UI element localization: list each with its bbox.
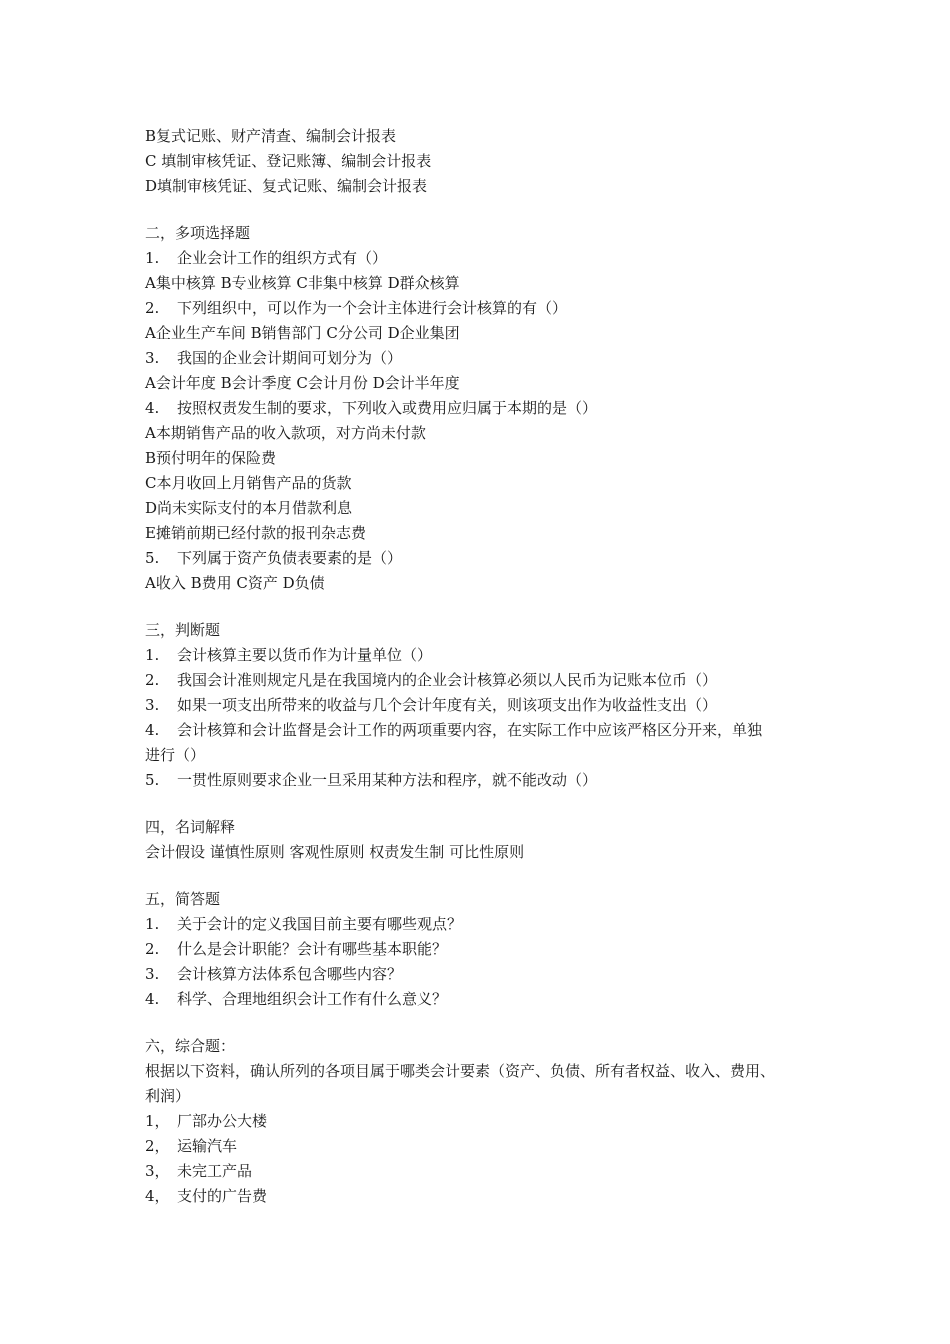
intro-line: 利润） [145, 1087, 191, 1105]
question-number: 3. [145, 349, 160, 367]
question-text: 企业会计工作的组织方式有（） [177, 249, 388, 267]
terms-line: 会计假设 谨慎性原则 客观性原则 权责发生制 可比性原则 [145, 843, 525, 861]
question-line [145, 546, 825, 571]
question-number: 4. [145, 721, 160, 739]
item-text: 未完工产品 [177, 1162, 253, 1180]
question-number: 4. [145, 399, 160, 417]
spacer [145, 793, 825, 815]
item-number: 2， [145, 1137, 170, 1155]
question-number: 5. [145, 549, 160, 567]
comprehensive-list [145, 1109, 825, 1209]
question-line [145, 693, 825, 718]
question-text: 关于会计的定义我国目前主要有哪些观点？ [177, 915, 463, 933]
question-text: 进行（） [145, 746, 206, 764]
option-line [145, 421, 825, 446]
list-item [145, 1184, 825, 1209]
question-number: 1. [145, 249, 160, 267]
option-line [145, 371, 825, 396]
question-text: 会计核算方法体系包含哪些内容？ [177, 965, 403, 983]
option-line [145, 571, 825, 596]
section-title-short-answer: 五，简答题 [145, 890, 221, 908]
multiple-choice-list [145, 246, 825, 596]
option-text: A企业生产车间 B销售部门 C分公司 D企业集团 [145, 324, 460, 342]
option-line [145, 271, 825, 296]
question-number: 3. [145, 696, 160, 714]
question-text: 下列组织中，可以作为一个会计主体进行会计核算的有（） [177, 299, 568, 317]
short-answer-list [145, 912, 825, 1012]
question-line [145, 246, 825, 271]
question-line [145, 987, 825, 1012]
question-text: 什么是会计职能？会计有哪些基本职能？ [177, 940, 448, 958]
question-text: 科学、合理地组织会计工作有什么意义？ [177, 990, 448, 1008]
question-number: 3. [145, 965, 160, 983]
question-line [145, 962, 825, 987]
question-line [145, 396, 825, 421]
question-continuation [145, 743, 825, 768]
question-text: 按照权责发生制的要求，下列收入或费用应归属于本期的是（） [177, 399, 598, 417]
question-number: 4. [145, 990, 160, 1008]
question-line [145, 912, 825, 937]
option-line [145, 496, 825, 521]
spacer [145, 1012, 825, 1034]
question-line [145, 718, 825, 743]
document-body [145, 124, 825, 1209]
option-line [145, 446, 825, 471]
section-title-comprehensive: 六，综合题： [145, 1037, 236, 1055]
question-text: 下列属于资产负债表要素的是（） [177, 549, 403, 567]
question-line [145, 296, 825, 321]
question-line [145, 937, 825, 962]
item-text: 支付的广告费 [177, 1187, 268, 1205]
spacer [145, 596, 825, 618]
question-text: 一贯性原则要求企业一旦采用某种方法和程序，就不能改动（） [177, 771, 598, 789]
question-line [145, 643, 825, 668]
question-number: 1. [145, 915, 160, 933]
option-line [145, 321, 825, 346]
list-item [145, 1134, 825, 1159]
option-text: E摊销前期已经付款的报刊杂志费 [145, 524, 366, 542]
question-text: 会计核算和会计监督是会计工作的两项重要内容，在实际工作中应该严格区分开来，单独 [177, 721, 763, 739]
item-number: 3， [145, 1162, 170, 1180]
item-number: 1， [145, 1112, 170, 1130]
list-item [145, 1109, 825, 1134]
true-false-list [145, 643, 825, 793]
option-line [145, 471, 825, 496]
item-number: 4， [145, 1187, 170, 1205]
section-title-terms: 四，名词解释 [145, 818, 236, 836]
option-text: B预付明年的保险费 [145, 449, 277, 467]
option-line [145, 521, 825, 546]
question-number: 2. [145, 671, 160, 689]
question-line [145, 346, 825, 371]
section-title-multiple-choice: 二，多项选择题 [145, 224, 251, 242]
option-text: A会计年度 B会计季度 C会计月份 D会计半年度 [145, 374, 460, 392]
question-number: 2. [145, 299, 160, 317]
spacer [145, 199, 825, 221]
item-text: 运输汽车 [177, 1137, 238, 1155]
list-item [145, 1159, 825, 1184]
question-number: 5. [145, 771, 160, 789]
question-number: 1. [145, 646, 160, 664]
question-line [145, 768, 825, 793]
question-number: 2. [145, 940, 160, 958]
section-title-true-false: 三，判断题 [145, 621, 221, 639]
option-text: C本月收回上月销售产品的货款 [145, 474, 352, 492]
option-text: A本期销售产品的收入款项，对方尚未付款 [145, 424, 426, 442]
option-line: D填制审核凭证、复式记账、编制会计报表 [145, 177, 428, 195]
question-text: 会计核算主要以货币作为计量单位（） [177, 646, 433, 664]
question-text: 我国的企业会计期间可划分为（） [177, 349, 403, 367]
option-text: A收入 B费用 C资产 D负债 [145, 574, 325, 592]
option-text: A集中核算 B专业核算 C非集中核算 D群众核算 [145, 274, 460, 292]
option-text: D尚未实际支付的本月借款利息 [145, 499, 353, 517]
option-line: C 填制审核凭证、登记账簿、编制会计报表 [145, 152, 432, 170]
intro-line: 根据以下资料，确认所列的各项目属于哪类会计要素（资产、负债、所有者权益、收入、费用、 [145, 1062, 776, 1080]
option-line: B复式记账、财产清查、编制会计报表 [145, 127, 397, 145]
spacer [145, 865, 825, 887]
question-text: 如果一项支出所带来的收益与几个会计年度有关，则该项支出作为收益性支出（） [177, 696, 718, 714]
question-line [145, 668, 825, 693]
question-text: 我国会计准则规定凡是在我国境内的企业会计核算必须以人民币为记账本位币（） [177, 671, 718, 689]
item-text: 厂部办公大楼 [177, 1112, 268, 1130]
